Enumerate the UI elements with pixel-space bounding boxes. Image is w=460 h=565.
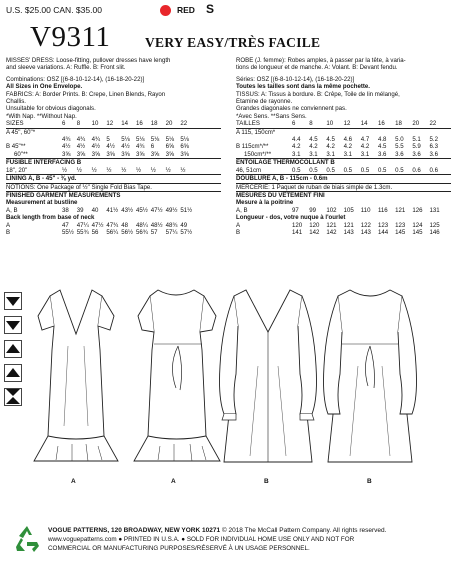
size-cell: 12 bbox=[106, 120, 114, 128]
sizes-label: SIZES bbox=[6, 120, 24, 128]
yardage-cell: 4¾ bbox=[76, 136, 86, 144]
measure-cell: 102 bbox=[326, 206, 337, 214]
measure-cell: 39 bbox=[76, 206, 84, 214]
illustration-label: A bbox=[71, 478, 76, 485]
up-triangle-icon bbox=[4, 364, 22, 382]
measure-cell: 146 bbox=[429, 228, 440, 236]
yardage-cell: 0.5 bbox=[343, 166, 353, 174]
measure-cell: 48½ bbox=[150, 221, 163, 229]
publisher-address: VOGUE PATTERNS, 120 BROADWAY, NEW YORK 10271 bbox=[48, 527, 221, 534]
yardage-cell: 3.6 bbox=[377, 150, 387, 158]
tissus-line: TISSUS: A: Tissus à bordure. B: Crêpe, Toile de lin mélangé, bbox=[236, 90, 400, 98]
yardage-cell: 3.1 bbox=[326, 150, 335, 158]
back-title: Back length from base of neck bbox=[6, 214, 95, 222]
yardage-cell: 4¾ bbox=[62, 136, 71, 144]
yardage-cell: 4.2 bbox=[360, 143, 370, 151]
interfacing-title: FUSIBLE INTERFACING B bbox=[6, 159, 82, 167]
yardage-cell: 4½ bbox=[106, 143, 115, 151]
yardage-cell: 3.6 bbox=[395, 150, 404, 158]
price-label: U.S. $25.00 CAN. $35.00 bbox=[6, 5, 102, 15]
description-line: tions de longueur et de manche. A: Volant. B: Devant fendu. bbox=[236, 64, 398, 72]
footer-line-2: www.voguepatterns.com ● PRINTED IN U.S.A. ● SOLD FOR INDIVIDUAL HOME USE ONLY AND NOT FOR bbox=[48, 536, 355, 543]
measure-cell: 142 bbox=[326, 228, 337, 236]
recycle-icon bbox=[12, 524, 42, 554]
yardage-cell: 4½ bbox=[76, 143, 86, 151]
yardage-cell: 4.8 bbox=[377, 136, 387, 144]
yardage-cell: 4½ bbox=[91, 143, 101, 151]
illustration-label: A bbox=[171, 478, 176, 485]
measure-cell: 110 bbox=[360, 206, 371, 214]
measure-cell: 145 bbox=[412, 228, 423, 236]
yardage-cell: ½ bbox=[121, 166, 127, 174]
yardage-cell: 5⅛ bbox=[121, 136, 130, 144]
footer-line-3: COMMERCIAL OR MANUFACTURING PURPOSES/RÉSERVÉ À UN USAGE PERSONNEL. bbox=[48, 545, 310, 552]
yardage-cell: 3.1 bbox=[360, 150, 370, 158]
finished-title: MESURES DU VÊTEMENT FINI bbox=[236, 191, 325, 199]
size-cell: 16 bbox=[377, 120, 385, 128]
yardage-cell: 0.6 bbox=[429, 166, 438, 174]
yardage-cell: 0.5 bbox=[395, 166, 404, 174]
measure-cell: 121 bbox=[343, 221, 354, 229]
measure-cell: 51½ bbox=[180, 206, 193, 214]
yardage-cell: ½ bbox=[62, 166, 68, 174]
footer-line-1 bbox=[48, 527, 386, 535]
tissus-line: Étamine de rayonne. bbox=[236, 98, 293, 106]
illustration-label: B bbox=[367, 478, 372, 485]
fabric-symbols-strip bbox=[0, 288, 26, 434]
size-cell: 8 bbox=[309, 120, 313, 128]
measure-cell: 48 bbox=[121, 221, 128, 229]
down-triangle-icon bbox=[4, 292, 22, 310]
fabric-b-row bbox=[6, 143, 221, 150]
interfacing-row bbox=[236, 167, 451, 174]
yardage-cell: 5⅛ bbox=[135, 136, 145, 144]
measure-cell: 49 bbox=[180, 221, 188, 229]
measure-cell: 142 bbox=[309, 228, 320, 236]
fabric-a-row bbox=[6, 136, 221, 143]
measure-cell: 105 bbox=[343, 206, 354, 214]
red-dot-icon bbox=[160, 5, 171, 16]
row-label: B 45"** bbox=[6, 143, 26, 151]
measure-cell: 124 bbox=[412, 221, 423, 229]
yardage-cell: 0.5 bbox=[360, 166, 370, 174]
notions-text: MERCERIE: 1 Paquet de ruban de biais simple de 1.3cm. bbox=[236, 183, 393, 191]
row-label: A, B bbox=[6, 206, 18, 214]
measure-cell: 48¾ bbox=[165, 221, 178, 229]
back-row bbox=[6, 222, 221, 229]
description-line: ROBE (J. femme): Robes amples, à passer par la tête, à varia- bbox=[236, 57, 406, 64]
yardage-cell: 3⅝ bbox=[180, 150, 189, 158]
back-row bbox=[236, 229, 451, 236]
yardage-cell: 0.5 bbox=[326, 166, 335, 174]
yardage-cell: 6⅝ bbox=[180, 143, 189, 151]
measure-cell: 122 bbox=[360, 221, 371, 229]
size-cell: 20 bbox=[412, 120, 420, 128]
yardage-cell: ½ bbox=[135, 166, 142, 174]
sizes-label: TAILLES bbox=[236, 120, 260, 128]
yardage-cell: 4.2 bbox=[309, 143, 318, 151]
row-label: 18", 20" bbox=[6, 166, 28, 174]
measure-cell: 47¾ bbox=[106, 221, 119, 229]
yardage-cell: 4.2 bbox=[292, 143, 301, 151]
measure-cell: 55¾ bbox=[76, 228, 89, 236]
measure-cell: 56¼ bbox=[106, 228, 119, 236]
measure-cell: 121 bbox=[395, 206, 406, 214]
fabric-b-row bbox=[236, 143, 451, 150]
yardage-cell: 4.4 bbox=[292, 136, 301, 144]
sizes-header-row bbox=[6, 120, 221, 127]
down-triangle-icon bbox=[4, 316, 22, 334]
yardage-cell: ½ bbox=[76, 166, 82, 174]
back-row bbox=[236, 222, 451, 229]
bust-title: Mesure à la poitrine bbox=[236, 199, 294, 207]
yardage-cell: 3.1 bbox=[343, 150, 353, 158]
yardage-cell: 3.1 bbox=[292, 150, 301, 158]
measure-cell: 123 bbox=[395, 221, 406, 229]
yardage-cell: ½ bbox=[91, 166, 97, 174]
size-cell: 10 bbox=[326, 120, 334, 128]
size-cell: 6 bbox=[62, 120, 66, 128]
bust-row bbox=[236, 207, 451, 214]
bust-title: Measurement at bustline bbox=[6, 199, 78, 207]
yardage-cell: ½ bbox=[180, 166, 186, 174]
size-letter: S bbox=[206, 2, 215, 16]
measure-cell: 57 bbox=[150, 228, 158, 236]
up-triangle-icon bbox=[4, 340, 22, 358]
fabric-a-row bbox=[236, 136, 451, 143]
row-label: A bbox=[6, 221, 11, 229]
yardage-cell: 3⅝ bbox=[165, 150, 175, 158]
interfacing-title: ENTOILAGE THERMOCOLLANT B bbox=[236, 159, 335, 167]
yardage-cell: 3⅝ bbox=[150, 150, 160, 158]
size-cell: 22 bbox=[429, 120, 437, 128]
dress-a-front-drawing bbox=[34, 290, 118, 461]
yardage-cell: 3⅝ bbox=[62, 150, 71, 158]
measure-cell: 141 bbox=[292, 228, 303, 236]
measure-cell: 143 bbox=[343, 228, 354, 236]
color-label: RED bbox=[177, 5, 195, 15]
illustration-label: B bbox=[264, 478, 269, 485]
series-text: Séries: OSZ [(6-8-10-12-14), (16-18-20-22)] bbox=[236, 75, 355, 83]
yardage-cell: 4½ bbox=[62, 143, 71, 151]
yardage-cell: 4.6 bbox=[343, 136, 353, 144]
yardage-cell: 4.5 bbox=[326, 136, 335, 144]
lining-text: LINING A, B - 45" - ⅜ yd. bbox=[6, 175, 77, 183]
size-cell: 8 bbox=[76, 120, 81, 128]
lining-text: DOUBLURE A, B - 115cm - 0.6m bbox=[236, 175, 328, 183]
measure-cell: 121 bbox=[326, 221, 337, 229]
row-label: 46, 51cm bbox=[236, 166, 262, 174]
yardage-cell: 5.0 bbox=[395, 136, 404, 144]
measure-cell: 126 bbox=[412, 206, 423, 214]
yardage-cell: 0.5 bbox=[377, 166, 387, 174]
yardage-cell: 6⅝ bbox=[165, 143, 175, 151]
row-label: A, B bbox=[236, 206, 248, 214]
measure-cell: 41½ bbox=[106, 206, 119, 214]
size-cell: 6 bbox=[292, 120, 296, 128]
yardage-cell: ½ bbox=[106, 166, 112, 174]
fabric-a-label: A 45", 60"* bbox=[6, 128, 36, 136]
measure-cell: 40 bbox=[91, 206, 99, 214]
fabric-a-label: A 115, 150cm* bbox=[236, 128, 276, 136]
yardage-cell: 5⅛ bbox=[165, 136, 175, 144]
row-label: B bbox=[6, 228, 11, 236]
measure-cell: 57½ bbox=[180, 228, 193, 236]
yardage-cell: 0.5 bbox=[292, 166, 301, 174]
back-row bbox=[6, 229, 221, 236]
yardage-cell: ½ bbox=[150, 166, 156, 174]
row-label: B bbox=[236, 228, 241, 236]
size-cell: 16 bbox=[135, 120, 143, 128]
fabric-b-row bbox=[6, 151, 221, 158]
dress-b-front-drawing bbox=[220, 290, 317, 462]
measure-cell: 45½ bbox=[135, 206, 148, 214]
description-line: and sleeve variations. A: Ruffle. B: Front slit. bbox=[6, 64, 126, 72]
yardage-cell: 3⅝ bbox=[121, 150, 130, 158]
measure-cell: 56 bbox=[91, 228, 99, 236]
measure-cell: 56½ bbox=[121, 228, 134, 236]
size-cell: 14 bbox=[360, 120, 368, 128]
description-line: MISSES' DRESS: Loose-fitting, pullover dresses have length bbox=[6, 57, 171, 64]
dress-a-back-drawing bbox=[134, 290, 220, 461]
yardage-cell: 4½ bbox=[121, 143, 130, 151]
yardage-cell: 3⅝ bbox=[106, 150, 115, 158]
measure-cell: 144 bbox=[377, 228, 389, 236]
yardage-cell: 0.5 bbox=[309, 166, 318, 174]
english-details bbox=[6, 57, 221, 236]
interfacing-row bbox=[6, 167, 221, 174]
yardage-cell: 4.2 bbox=[326, 143, 335, 151]
french-details bbox=[236, 57, 451, 236]
sizes-header-row bbox=[236, 120, 451, 127]
yardage-cell: 6 bbox=[150, 143, 155, 151]
all-sizes-text: All Sizes in One Envelope. bbox=[6, 83, 83, 91]
measure-cell: 123 bbox=[377, 221, 389, 229]
bust-row bbox=[6, 207, 221, 214]
row-label: A bbox=[236, 221, 241, 229]
measure-cell: 48¼ bbox=[135, 221, 148, 229]
combinations-text: Combinations: OSZ [(6-8-10-12-14), (16-18-20-22)] bbox=[6, 75, 145, 83]
measure-cell: 120 bbox=[292, 221, 303, 229]
measure-cell: 55½ bbox=[62, 228, 74, 236]
yardage-cell: 5⅛ bbox=[180, 136, 189, 144]
measure-cell: 131 bbox=[429, 206, 440, 214]
fabrics-line: Unsuitable for obvious diagonals. bbox=[6, 105, 96, 113]
row-label: B 115cm*/** bbox=[236, 143, 269, 151]
yardage-cell: 5⅛ bbox=[150, 136, 160, 144]
size-cell: 18 bbox=[150, 120, 158, 128]
yardage-cell: 5.1 bbox=[412, 136, 421, 144]
yardage-cell: 3⅝ bbox=[91, 150, 101, 158]
measure-cell: 47¼ bbox=[76, 221, 89, 229]
size-cell: 12 bbox=[343, 120, 351, 128]
copyright-text: © 2018 The McCall Pattern Company. All rights reserved. bbox=[220, 527, 387, 534]
fabric-b-row bbox=[236, 151, 451, 158]
dress-b-back-drawing bbox=[324, 290, 417, 462]
tissus-line: *Avec Sens. **Sans Sens. bbox=[236, 112, 307, 120]
yardage-cell: 4.5 bbox=[309, 136, 318, 144]
yardage-cell: 4.7 bbox=[360, 136, 370, 144]
measure-cell: 145 bbox=[395, 228, 406, 236]
yardage-cell: 6.3 bbox=[429, 143, 438, 151]
size-cell: 22 bbox=[180, 120, 188, 128]
yardage-cell: 4¾ bbox=[135, 143, 145, 151]
yardage-cell: 5.5 bbox=[395, 143, 404, 151]
yardage-cell: 3.6 bbox=[412, 150, 421, 158]
row-label: 150cm*/** bbox=[244, 150, 272, 158]
measure-cell: 47 bbox=[62, 221, 69, 229]
yardage-cell: ½ bbox=[165, 166, 171, 174]
measure-cell: 49½ bbox=[165, 206, 178, 214]
yardage-cell: 5 bbox=[106, 136, 110, 144]
measure-cell: 97 bbox=[292, 206, 299, 214]
difficulty-label: VERY EASY/TRÈS FACILE bbox=[145, 35, 321, 50]
yardage-cell: 4¾ bbox=[91, 136, 101, 144]
yardage-cell: 3.6 bbox=[429, 150, 438, 158]
fabrics-line: FABRICS: A: Border Prints. B: Crepe, Linen Blends, Rayon bbox=[6, 90, 166, 98]
yardage-cell: 4.5 bbox=[377, 143, 387, 151]
measure-cell: 56¾ bbox=[135, 228, 148, 236]
yardage-cell: 5.2 bbox=[429, 136, 438, 144]
size-cell: 18 bbox=[395, 120, 402, 128]
row-label: 60"** bbox=[14, 150, 28, 158]
measure-cell: 116 bbox=[377, 206, 388, 214]
measure-cell: 125 bbox=[429, 221, 440, 229]
measure-cell: 57¼ bbox=[165, 228, 178, 236]
yardage-cell: 4.2 bbox=[343, 143, 353, 151]
yardage-cell: 3⅝ bbox=[135, 150, 145, 158]
notions-text: NOTIONS: One Package of ½" Single Fold Bias Tape. bbox=[6, 183, 153, 191]
yardage-cell: 3⅝ bbox=[76, 150, 86, 158]
tissus-line: Grandes diagonales ne conviennent pas. bbox=[236, 105, 347, 113]
pattern-number: V9311 bbox=[30, 21, 111, 53]
measure-cell: 99 bbox=[309, 206, 316, 214]
measure-cell: 47½ bbox=[91, 221, 104, 229]
yardage-cell: 5.9 bbox=[412, 143, 421, 151]
measure-cell: 143 bbox=[360, 228, 371, 236]
back-title: Longueur - dos, votre nuque à l'ourlet bbox=[236, 214, 346, 222]
fabrics-line: *With Nap. **Without Nap. bbox=[6, 112, 77, 120]
all-sizes-text: Toutes les tailles sont dans la même pochette. bbox=[236, 83, 370, 91]
finished-title: FINISHED GARMENT MEASUREMENTS bbox=[6, 191, 121, 199]
yardage-cell: 3.1 bbox=[309, 150, 318, 158]
size-cell: 20 bbox=[165, 120, 173, 128]
measure-cell: 120 bbox=[309, 221, 320, 229]
yardage-cell: 0.6 bbox=[412, 166, 421, 174]
double-triangle-icon bbox=[4, 388, 22, 406]
dress-illustrations bbox=[28, 286, 460, 490]
size-cell: 14 bbox=[121, 120, 128, 128]
measure-cell: 38 bbox=[62, 206, 69, 214]
measure-cell: 47½ bbox=[150, 206, 163, 214]
measure-cell: 43½ bbox=[121, 206, 134, 214]
fabrics-line: Challis. bbox=[6, 98, 26, 106]
size-cell: 10 bbox=[91, 120, 99, 128]
